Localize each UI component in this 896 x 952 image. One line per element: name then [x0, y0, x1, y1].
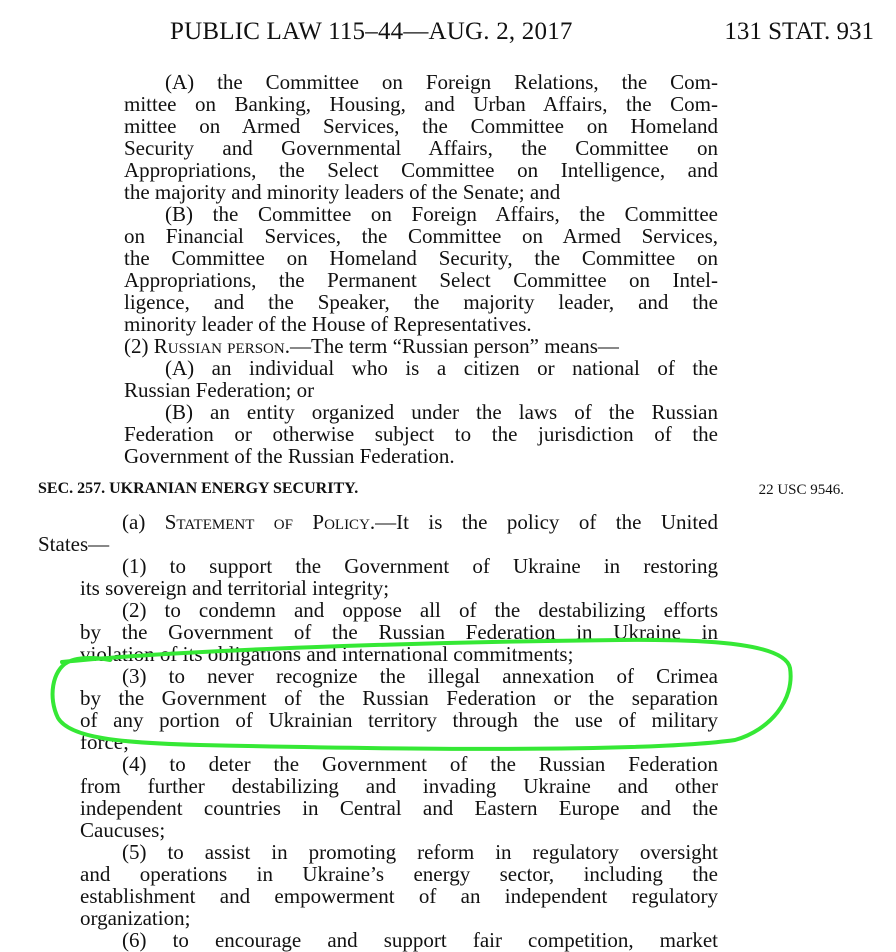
policy-item-line: Caucuses; — [80, 818, 166, 842]
russian-person-line: Government of the Russian Federation. — [124, 444, 455, 468]
russian-person-definition — [124, 335, 619, 357]
policy-item-line: from further destabilizing and invading Ukraine and other — [80, 774, 718, 798]
policy-item-line: (6) to encourage and support fair competition, market — [122, 928, 718, 952]
russian-person-term: Russian person — [153, 334, 285, 358]
russian-person-line: Russian Federation; or — [124, 378, 315, 402]
policy-item-line-highlighted: of any portion of Ukrainian territory through the use of military — [80, 708, 718, 732]
section-heading: SEC. 257. UKRANIAN ENERGY SECURITY. — [38, 480, 359, 497]
definition-a-line: mittee on Banking, Housing, and Urban Affairs, the Com- — [124, 92, 718, 116]
russian-person-line: (A) an individual who is a citizen or national of the — [165, 356, 718, 380]
policy-item-line: its sovereign and territorial integrity; — [80, 576, 390, 600]
definition-a-line: mittee on Armed Services, the Committee on Homeland — [124, 114, 718, 138]
definition-b-line: Appropriations, the Permanent Select Committee on Intel- — [124, 268, 718, 292]
policy-statement-line: States— — [38, 532, 110, 556]
definition-b-line: ligence, and the Speaker, the majority leader, and the — [124, 290, 718, 314]
definition-a-line: the majority and minority leaders of the Senate; and — [124, 180, 561, 204]
definition-b-line: on Financial Services, the Committee on Armed Services, — [124, 224, 718, 248]
policy-item-line: (4) to deter the Government of the Russian Federation — [122, 752, 718, 776]
policy-item-line: establishment and empowerment of an independent regulatory — [80, 884, 718, 908]
policy-item-line-highlighted: by the Government of the Russian Federation or the separation — [80, 686, 718, 710]
definition-a-line: (A) the Committee on Foreign Relations, the Com- — [165, 70, 718, 94]
usc-margin-note: 22 USC 9546. — [758, 482, 844, 498]
policy-item-line: by the Government of the Russian Federation in Ukraine in — [80, 620, 718, 644]
russian-person-prefix: (2) — [124, 334, 154, 358]
policy-item-line: (5) to assist in promoting reform in regulatory oversight — [122, 840, 718, 864]
policy-item-line-highlighted: force; — [80, 730, 129, 754]
policy-item-line: organization; — [80, 906, 191, 930]
page-header-stat: 131 STAT. 931 — [724, 18, 874, 45]
policy-rest: .—It is the policy of the United — [369, 510, 718, 534]
russian-person-rest: .—The term “Russian person” means— — [284, 334, 619, 358]
policy-item-line: and operations in Ukraine’s energy sector, including the — [80, 862, 718, 886]
policy-term: Statement of Policy — [164, 510, 370, 534]
definition-b-line: minority leader of the House of Representatives. — [124, 312, 532, 336]
page-header-title: PUBLIC LAW 115–44—AUG. 2, 2017 — [170, 18, 573, 45]
policy-prefix: (a) — [122, 510, 165, 534]
policy-statement-line — [122, 511, 718, 533]
definition-b-line: the Committee on Homeland Security, the Committee on — [124, 246, 718, 270]
definition-b-line: (B) the Committee on Foreign Affairs, the Committee — [165, 202, 718, 226]
policy-item-line: independent countries in Central and Eastern Europe and the — [80, 796, 718, 820]
policy-item-line-highlighted: (3) to never recognize the illegal annexation of Crimea — [122, 664, 718, 688]
policy-item-line: (2) to condemn and oppose all of the destabilizing efforts — [122, 598, 718, 622]
russian-person-line: (B) an entity organized under the laws of the Russian — [165, 400, 718, 424]
policy-item-line: violation of its obligations and international commitments; — [80, 642, 574, 666]
definition-a-line: Appropriations, the Select Committee on Intelligence, and — [124, 158, 718, 182]
definition-a-line: Security and Governmental Affairs, the Committee on — [124, 136, 718, 160]
russian-person-line: Federation or otherwise subject to the jurisdiction of the — [124, 422, 718, 446]
policy-item-line: (1) to support the Government of Ukraine in restoring — [122, 554, 718, 578]
